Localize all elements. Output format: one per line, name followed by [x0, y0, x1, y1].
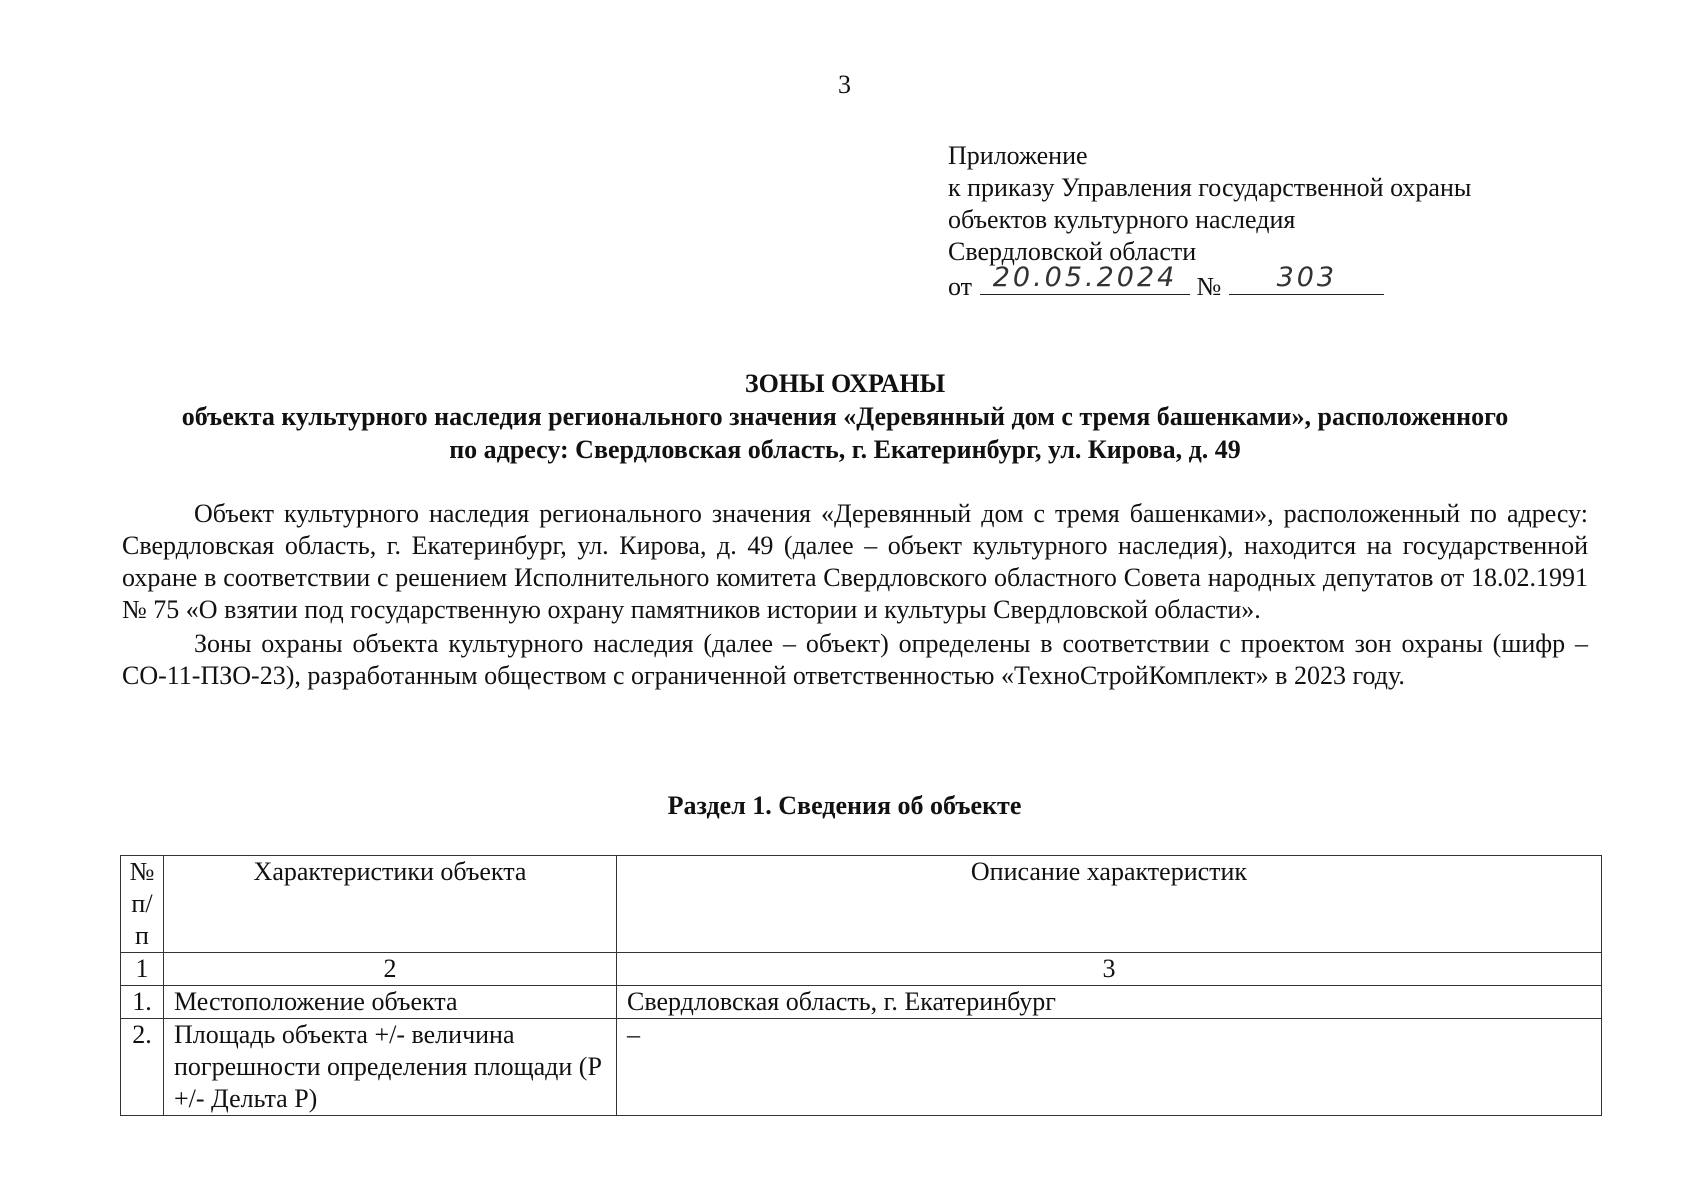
- header-characteristics: Характеристики объекта: [164, 856, 617, 953]
- appendix-signature-line: [948, 262, 1471, 303]
- table-header-row: [121, 856, 1602, 953]
- appendix-line-2: к приказу Управления государственной охраны: [948, 173, 1472, 202]
- appendix-line-4: Свердловской области: [948, 237, 1197, 266]
- table-row: [121, 1019, 1602, 1116]
- handwritten-number: 303: [1276, 262, 1338, 293]
- handwritten-date: 20.05.2024: [992, 262, 1178, 293]
- paragraph-1: Объект культурного наследия регионального значения «Деревянный дом с тремя башенками», расположенный по адресу: Свердловская область, г. Екатеринбург, ул. Кирова, д. 49 (далее – объект культурного наследия), находится на государственной охране в соответствии с решением Исполнительного комитета Свердловского областного Совета народных депутатов от 18.02.1991 № 75 «О взятии под государственную охрану памятников истории и культуры Свердловской области».: [122, 499, 1588, 624]
- table-column-numbers-row: [121, 953, 1602, 986]
- title-line-3: по адресу: Свердловская область, г. Екатеринбург, ул. Кирова, д. 49: [449, 435, 1241, 464]
- section-title: Раздел 1. Сведения об объекте: [667, 791, 1022, 820]
- table-row: [121, 986, 1602, 1019]
- from-label: от: [948, 272, 973, 301]
- number-label: №: [1196, 272, 1222, 301]
- document-title: [120, 367, 1570, 466]
- title-line-2: объекта культурного наследия регионального значения «Деревянный дом с тремя башенками», расположенного: [181, 402, 1509, 431]
- row-number: 1.: [121, 986, 164, 1019]
- paragraph-2: Зоны охраны объекта культурного наследия (далее – объект) определены в соответствии с проектом зон охраны (шифр – СО-11-ПЗО-23), разработанным обществом с ограниченной ответственностью «ТехноСтройКомплект» в 2023 году.: [122, 629, 1588, 690]
- column-number-2: 2: [164, 953, 617, 986]
- page-number: 3: [838, 70, 851, 99]
- row-description: Свердловская область, г. Екатеринбург: [617, 986, 1602, 1019]
- row-number: 2.: [121, 1019, 164, 1116]
- date-field: [980, 262, 1190, 295]
- row-description: –: [617, 1019, 1602, 1116]
- column-number-3: 3: [617, 953, 1602, 986]
- header-description: Описание характеристик: [617, 856, 1602, 953]
- body-text: [122, 498, 1588, 694]
- column-number-1: 1: [121, 953, 164, 986]
- characteristics-table: [120, 855, 1602, 1116]
- appendix-line-3: объектов культурного наследия: [948, 205, 1296, 234]
- appendix-line-1: Приложение: [948, 141, 1088, 170]
- appendix-block: [948, 140, 1471, 303]
- header-number: № п/п: [121, 856, 164, 953]
- row-characteristic: Местоположение объекта: [164, 986, 617, 1019]
- row-characteristic: Площадь объекта +/- величина погрешности определения площади (Р +/- Дельта Р): [164, 1019, 617, 1116]
- number-field: [1229, 262, 1384, 295]
- title-line-1: ЗОНЫ ОХРАНЫ: [744, 369, 946, 398]
